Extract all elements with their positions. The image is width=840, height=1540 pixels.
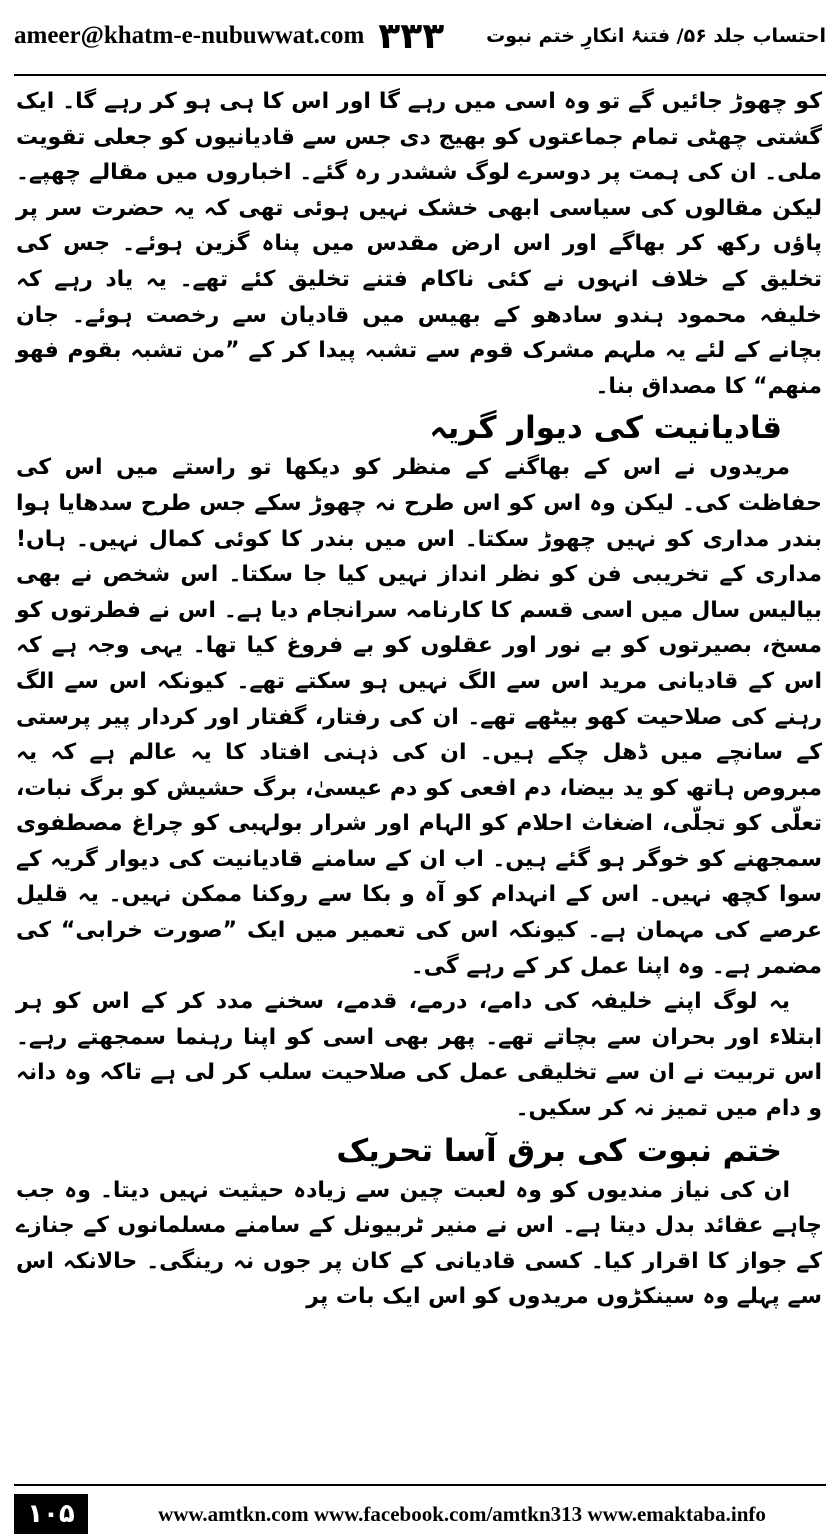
footer-websites: www.amtkn.com www.facebook.com/amtkn313 www.emaktaba.info — [158, 1501, 766, 1526]
paragraph-1: کو چھوڑ جائیں گے تو وہ اسی میں رہے گا اور اس کا ہی ہو کر رہے گا۔ ایک گشتی چھٹی تمام جماعتوں کو بھیج دی جس سے قادیانیوں کو جعلی تقویت ملی۔ ان کی ہمت پر دوسرے لوگ ششدر رہ گئے۔ اخباروں میں مقالے چھپے۔ لیکن مقالوں کی سیاسی ابھی خشک نہیں ہوئی تھی کہ یہ حضرت سر پر پاؤں رکھ کر بھاگے اور اس ارض مقدس میں پناہ گزین ہوئے۔ جس کی تخلیق کے خلاف انہوں نے کئی ناکام فتنے تخلیق کئے تھے۔ یہ یاد رہے کہ خلیفہ محمود ہندو سادھو کے بھیس میں قادیان سے رخصت ہوئے۔ جان بچانے کے لئے یہ ملہم مشرک قوم سے تشبہ پیدا کر کے ”من تشبہ بقوم فھو منھم“ کا مصداق بنا۔ — [16, 89, 822, 399]
page-header — [14, 0, 826, 72]
paragraph-3: یہ لوگ اپنے خلیفہ کی دامے، درمے، قدمے، سخنے مدد کر کے اس کو ہر ابتلاء اور بحران سے بچاتے تھے۔ پھر بھی اسی کو اپنا رہنما سمجھتے رہے۔ اس تربیت نے ان سے تخلیقی عمل کی صلاحیت سلب کر لی ہے تاکہ وہ دانہ و دام میں تمیز نہ کر سکیں۔ — [16, 989, 822, 1122]
paragraph-4: ان کی نیاز مندیوں کو وہ لعبت چین سے زیادہ حیثیت نہیں دیتا۔ وہ جب چاہے عقائد بدل دیتا ہے۔ اس نے منیر ٹربیونل کے سامنے مسلمانوں کے جنازے کے جواز کا اقرار کیا۔ کسی قادیانی کے کان پر جوں نہ رینگی۔ حالانکہ اس سے پہلے وہ سینکڑوں مریدوں کو اس ایک بات پر — [16, 1177, 822, 1310]
page-footer — [14, 1492, 826, 1536]
header-page-number: ۳۳۳ — [378, 15, 445, 57]
section-heading-khatm-e-nubuwwat-movement: ختم نبوت کی برق آسا تحریک — [336, 1132, 782, 1169]
header-book-title: احتساب جلد ۵۶/ فتنۂ انکارِ ختم نبوت — [486, 25, 826, 47]
header-left — [14, 16, 444, 57]
header-divider — [14, 74, 826, 76]
paragraph-2: مریدوں نے اس کے بھاگنے کے منظر کو دیکھا تو راستے میں اس کی حفاظت کی۔ لیکن وہ اس کو اس طرح نہ چھوڑ سکے جس طرح سدھایا ہوا بندر مداری کو نہیں چھوڑ سکتا۔ اس میں بندر کا کوئی کمال نہیں۔ ہاں! مداری کے تخریبی فن کو نظر انداز نہیں کیا جا سکتا۔ اس شخص نے بھی بیالیس سال میں اسی قسم کا کارنامہ سرانجام دیا ہے۔ اس نے فطرتوں کو مسخ، بصیرتوں کو بے نور اور عقلوں کو بے فروغ کیا تھا۔ یہی وجہ ہے کہ اس کے قادیانی مرید اس سے الگ نہیں ہو سکتے تھے۔ کیونکہ اس سے الگ رہنے کی صلاحیت کھو بیٹھے تھے۔ ان کی رفتار، گفتار اور کردار پیر پرستی کے سانچے میں ڈھل چکے ہیں۔ ان کی ذہنی افتاد کا یہ عالم ہے کہ یہ مبروص ہاتھ کو ید بیضا، دم افعی کو دم عیسیٰ، برگ حشیش کو برگ نبات، تعلّی کو تجلّی، اضغاث احلام کو الہام اور شرار بولہبی کو چراغ مصطفوی سمجھنے کو خوگر ہو گئے ہیں۔ اب ان کے سامنے قادیانیت کی دیوار گریہ کے سوا کچھ نہیں۔ اس کے انہدام کو آہ و بکا سے روکنا ممکن نہیں۔ یہ قلیل عرصے کی مہمان ہے۔ کیونکہ اس کی تعمیر میں ایک ”صورت خرابی“ کی مضمر ہے۔ وہ اپنا عمل کر کے رہے گی۔ — [16, 455, 822, 979]
footer-page-number: ۱۰۵ — [14, 1494, 88, 1534]
header-email: ameer@khatm-e-nubuwwat.com — [14, 22, 365, 49]
section-heading-wall-of-lament: قادیانیت کی دیوار گریہ — [429, 410, 782, 447]
footer-divider — [14, 1484, 826, 1486]
page-body — [16, 84, 822, 1315]
